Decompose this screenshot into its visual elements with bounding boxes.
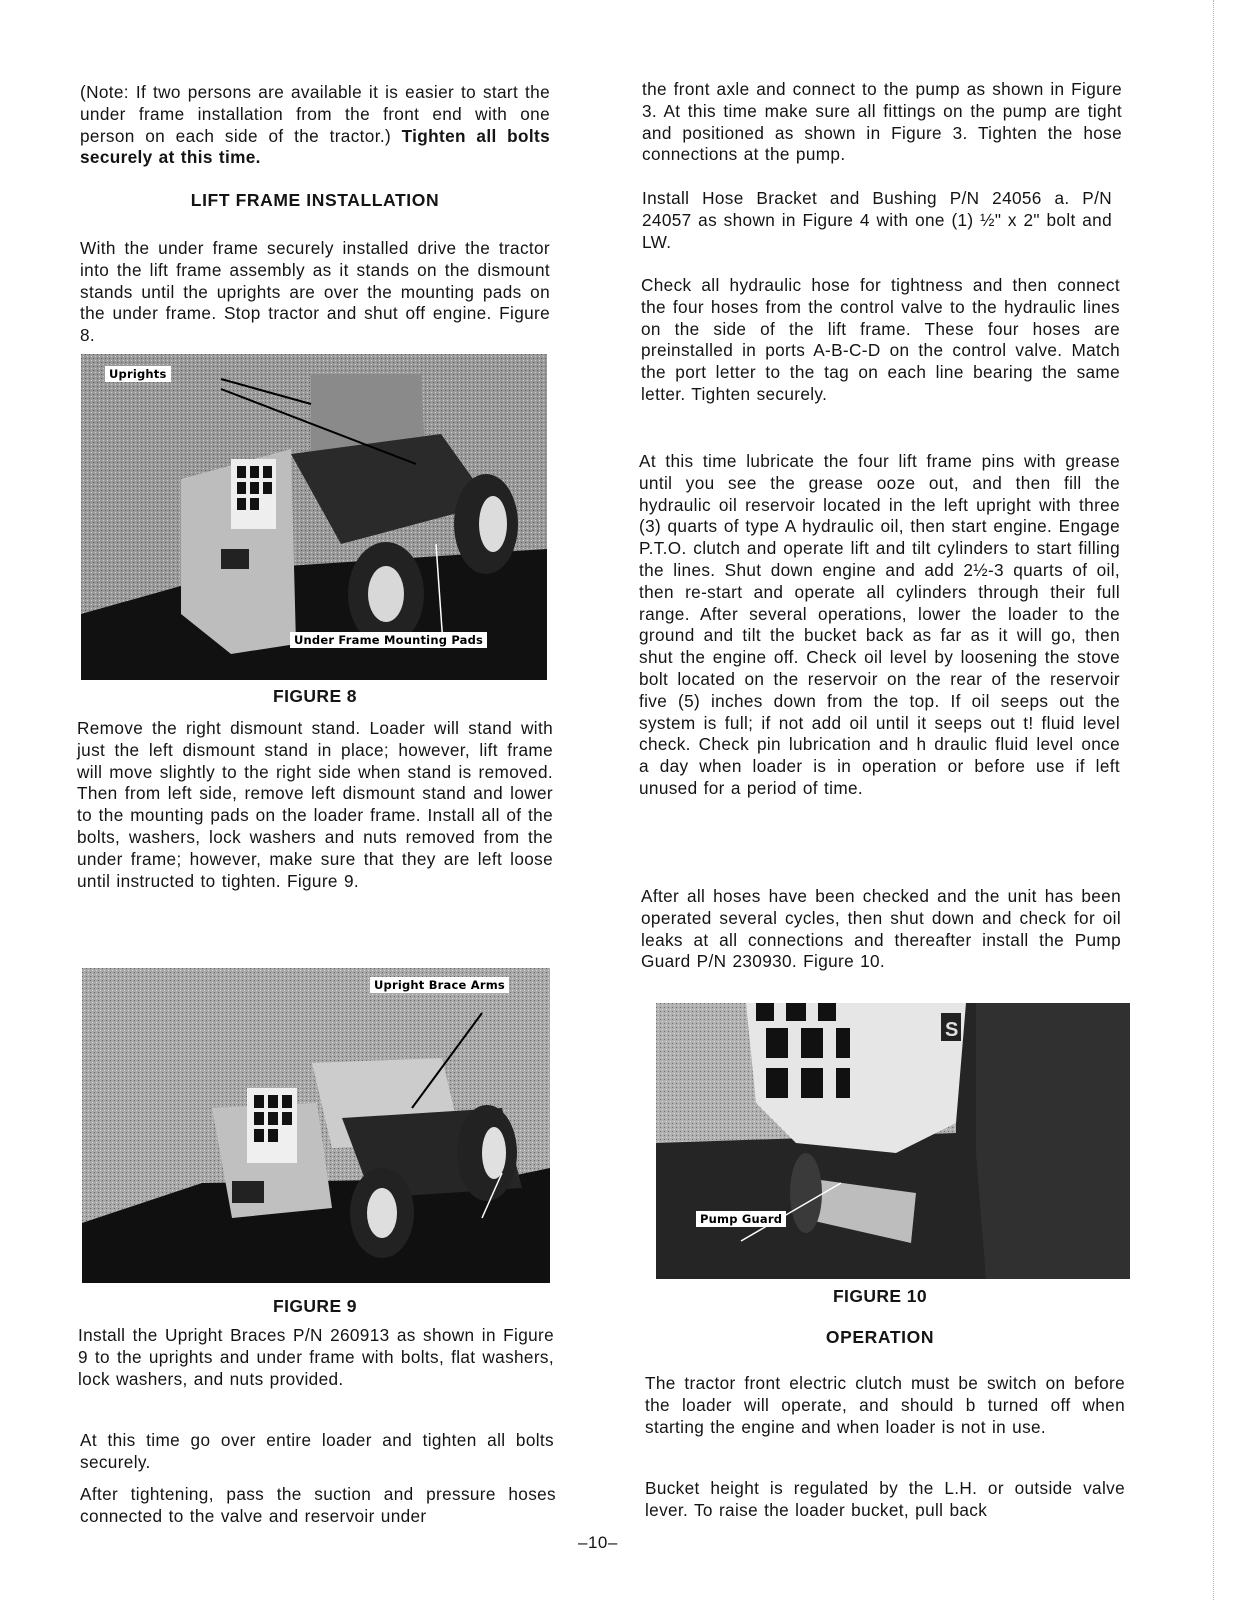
hose-bracket-paragraph: Install Hose Bracket and Bushing P/N 24056 a. P/N 24057 as shown in Figure 4 with one (1) ½" x 2" bolt and LW. — [642, 188, 1112, 252]
emblem-letter: S — [945, 1019, 959, 1041]
figure-8-caption: FIGURE 8 — [273, 686, 357, 706]
figure-10-caption: FIGURE 10 — [832, 1286, 928, 1306]
callout-pump-guard: Pump Guard — [696, 1211, 786, 1227]
callout-upright-brace-arms: Upright Brace Arms — [370, 977, 509, 993]
bucket-height-paragraph: Bucket height is regulated by the L.H. or outside valve lever. To raise the loader bucket, pull back — [645, 1478, 1125, 1520]
figure-9-photo — [82, 968, 550, 1283]
hydraulic-hoses-paragraph: Check all hydraulic hose for tightness and then connect the four hoses from the control valve to the hydraulic lines on the side of the lift frame. These four hoses are preinstalled in ports A-B-C-D on the control valve. Match the port letter to the tag on each line bearing the same letter. Tighten securely. — [641, 275, 1120, 404]
lubricate-paragraph: At this time lubricate the four lift frame pins with grease until you see the grease ooze out, and then fill the hydraulic oil reservoir located in the left upright with three (3) quarts of type A hydraulic oil, then start engine. Engage P.T.O. clutch and operate lift and tilt cylinders to start filling the lines. Shut down engine and add 2½-3 quarts of oil, then re-start and operate all cylinders through their full range. After several operations, lower the loader to the ground and tilt the bucket back as far as it will go, then shut the engine off. Check oil level by loosening the stove bolt located on the reservoir on the rear of the reservoir five (5) inches down from the top. If oil seeps out the system is full; if not add oil until it seeps out t! fluid level check. Check pin lubrication and h draulic fluid level once a day when loader is in operation or before use if left unused for a period of time. — [639, 451, 1120, 798]
remove-stand-paragraph: Remove the right dismount stand. Loader will stand with just the left dismount stand in place; however, lift frame will move slightly to the right side when stand is removed. Then from left side, remove left dismount stand and lower to the mounting pads on the loader frame. Install all of the bolts, washers, lock washers and nuts removed from the under frame; however, make sure that they are left loose until instructed to tighten. Figure 9. — [77, 718, 553, 891]
tractor-upright-braces-image — [82, 968, 550, 1283]
figure-10-photo — [656, 1003, 1130, 1279]
pump-guard-image — [656, 1003, 1130, 1279]
page-number: –10– — [578, 1533, 618, 1552]
section-heading-lift-frame: LIFT FRAME INSTALLATION — [190, 190, 440, 210]
note-text: (Note: If two persons are available it is easier to start the under frame installation from the front end with one person on each side of the tractor.) — [80, 82, 550, 146]
callout-under-frame-mounting-pads: Under Frame Mounting Pads — [290, 632, 487, 648]
section-heading-operation: OPERATION — [825, 1327, 935, 1347]
pump-paragraph: the front axle and connect to the pump as shown in Figure 3. At this time make sure all fittings on the pump are tight and positioned as shown in Figure 3. Tighten the hose connections at the pump. — [642, 79, 1122, 165]
figure-9-caption: FIGURE 9 — [273, 1296, 357, 1316]
electric-clutch-paragraph: The tractor front electric clutch must be switch on before the loader will operate, and should b turned off when starting the engine and when loader is not in use. — [645, 1373, 1125, 1437]
pump-guard-paragraph: After all hoses have been checked and the unit has been operated several cycles, then shut down and check for oil leaks at all connections and thereafter install the Pump Guard P/N 230930. Figure 10. — [641, 886, 1121, 972]
figure-8-photo — [81, 354, 547, 680]
tighten-paragraph: At this time go over entire loader and tighten all bolts securely. — [80, 1430, 554, 1472]
scan-edge-line — [1213, 0, 1214, 1600]
note-bold-text: Tighten all bolts securely at this time. — [80, 125, 550, 168]
callout-uprights: Uprights — [105, 366, 171, 382]
note-paragraph — [80, 82, 550, 169]
lift-frame-paragraph: With the under frame securely installed drive the tractor into the lift frame assembly as it stands on the dismount stands until the uprights are over the mounting pads on the under frame. Stop tractor and shut off engine. Figure 8. — [80, 238, 550, 346]
upright-braces-paragraph: Install the Upright Braces P/N 260913 as shown in Figure 9 to the uprights and under frame with bolts, flat washers, lock washers, and nuts provided. — [78, 1325, 554, 1389]
hoses-paragraph: After tightening, pass the suction and pressure hoses connected to the valve and reservoir under — [80, 1484, 556, 1526]
